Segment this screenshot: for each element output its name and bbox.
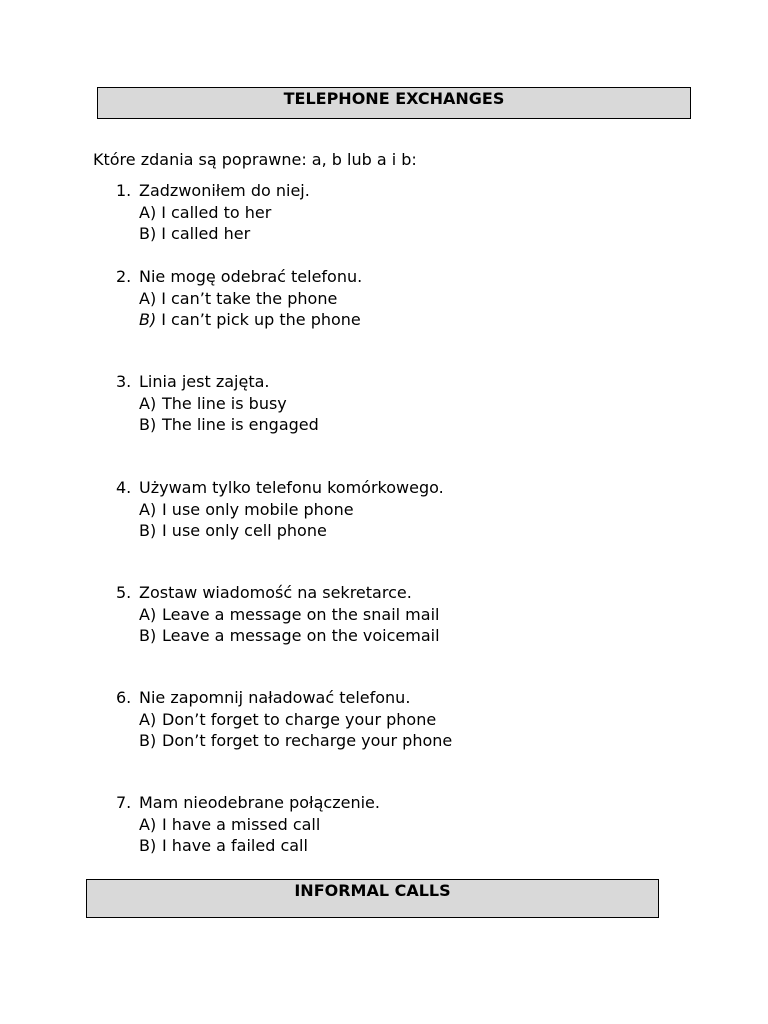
section-title: INFORMAL CALLS [294, 881, 451, 900]
question-prompt: 3. Linia jest zajęta. [116, 372, 270, 391]
option-a: A) I can’t take the phone [139, 288, 338, 308]
question-prompt: 6. Nie zapomnij naładować telefonu. [116, 688, 411, 707]
option-b: B) I use only cell phone [139, 521, 327, 540]
question-prompt: 4. Używam tylko telefonu komórkowego. [116, 478, 444, 497]
option-b: B) The line is engaged [139, 415, 319, 434]
instruction-text: Które zdania są poprawne: a, b lub a i b: [93, 150, 417, 169]
question-prompt: 2. Nie mogę odebrać telefonu. [116, 267, 363, 286]
section-title: TELEPHONE EXCHANGES [283, 89, 505, 108]
question-3 [116, 371, 319, 436]
question-7 [116, 792, 380, 857]
section-header-telephone-exchanges [97, 87, 691, 119]
option-a: A) I have a missed call [139, 814, 321, 834]
option-b: B) I have a failed call [139, 836, 308, 855]
option-b: B) I called her [139, 224, 251, 243]
question-6 [116, 687, 452, 752]
option-a: A) The line is busy [139, 393, 287, 413]
option-a: A) I use only mobile phone [139, 499, 354, 519]
question-1 [116, 180, 310, 245]
question-prompt: 5. Zostaw wiadomość na sekretarce. [116, 583, 412, 602]
question-prompt: 1. Zadzwoniłem do niej. [116, 181, 310, 200]
question-4 [116, 477, 444, 542]
option-a: A) I called to her [139, 202, 272, 222]
option-b: B) Don’t forget to recharge your phone [139, 731, 453, 750]
option-b: B) I can’t pick up the phone [139, 310, 361, 329]
option-b: B) Leave a message on the voicemail [139, 626, 440, 645]
section-header-informal-calls [86, 879, 659, 918]
option-a: A) Leave a message on the snail mail [139, 604, 440, 624]
question-5 [116, 582, 440, 647]
question-prompt: 7. Mam nieodebrane połączenie. [116, 793, 380, 812]
option-a: A) Don’t forget to charge your phone [139, 709, 437, 729]
question-2 [116, 266, 362, 331]
